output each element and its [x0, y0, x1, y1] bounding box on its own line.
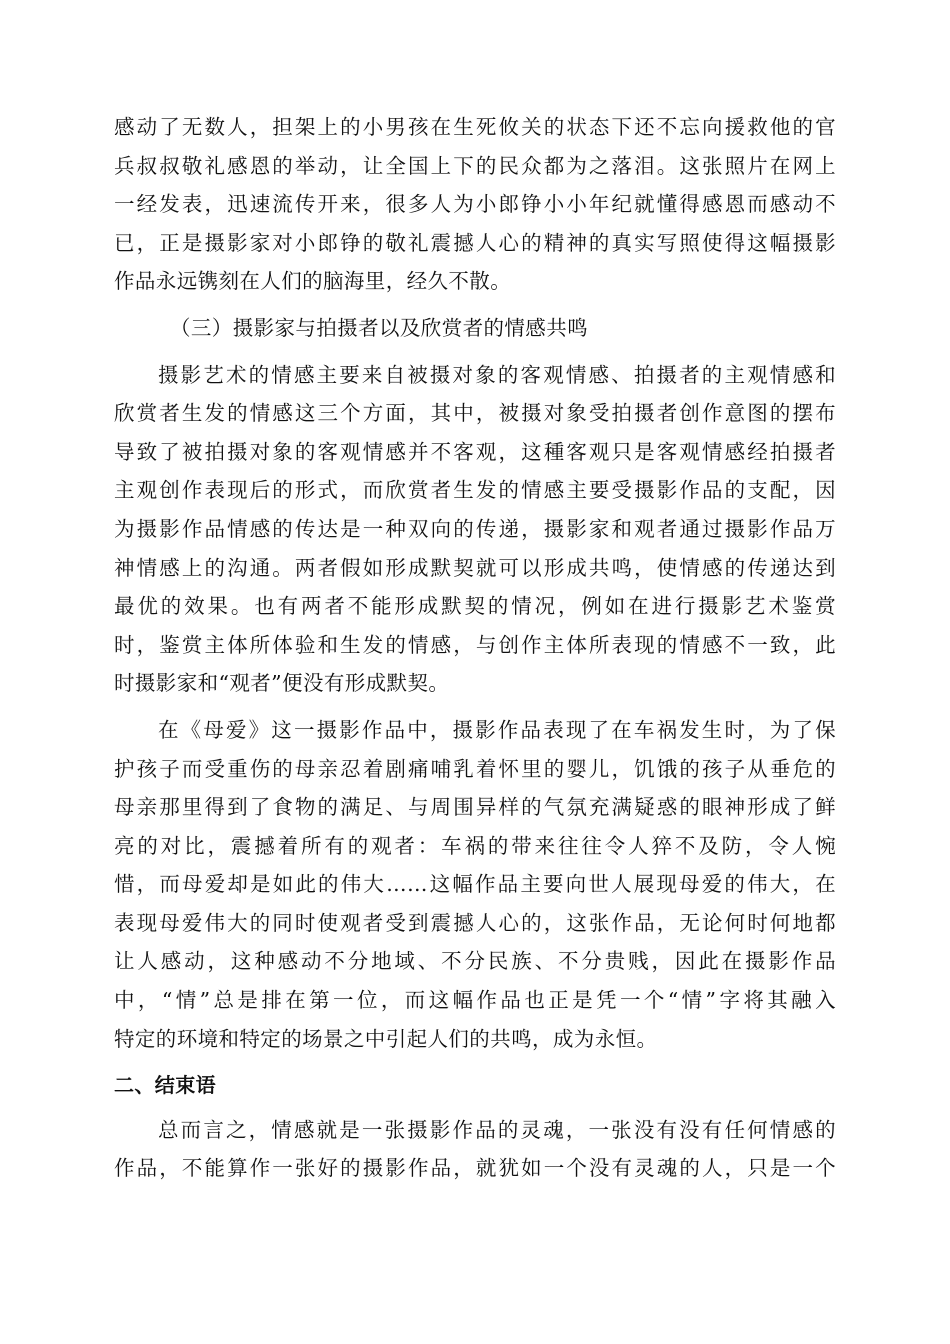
text-line: 在《母爱》这一摄影作品中，摄影作品表现了在车祸发生时，为了保: [158, 717, 836, 742]
text-line: 护孩子而受重伤的母亲忍着剧痛哺乳着怀里的婴儿，饥饿的孩子从垂危的: [114, 756, 836, 781]
text-line: 导致了被拍摄对象的客观情感并不客观，这種客观只是客观情感经拍摄者: [114, 439, 836, 464]
body-paragraph-1: [114, 108, 836, 301]
text-line: 时，鉴赏主体所体验和生发的情感，与创作主体所表现的情感不一致，此: [114, 632, 836, 657]
body-paragraph-3: [114, 711, 836, 1058]
body-paragraph-2: [114, 356, 836, 703]
text-line: 母亲那里得到了食物的满足、与周围异样的气氛充满疑惑的眼神形成了鲜: [114, 795, 836, 820]
text-line: 一经发表，迅速流传开来，很多人为小郎铮小小年纪就懂得感恩而感动不: [114, 192, 836, 217]
text-line: 惜，而母爱却是如此的伟大……这幅作品主要向世人展现母爱的伟大，在: [114, 872, 836, 897]
text-line: 总而言之，情感就是一张摄影作品的灵魂，一张没有没有任何情感的: [158, 1117, 836, 1142]
text-line: 已，正是摄影家对小郎铮的敬礼震撼人心的精神的真实写照使得这幅摄影: [114, 230, 836, 255]
subsection-heading-text: （三）摄影家与拍摄者以及欣赏者的情感共鸣: [170, 315, 588, 340]
text-line: 亮的对比，震撼着所有的观者：车祸的带来往往令人猝不及防，令人惋: [114, 833, 836, 858]
text-line: 作品永远镌刻在人们的脑海里，经久不散。: [114, 269, 512, 294]
text-line: 摄影艺术的情感主要来自被摄对象的客观情感、拍摄者的主观情感和: [158, 362, 836, 387]
text-line: 神情感上的沟通。两者假如形成默契就可以形成共鸣，使情感的传递达到: [114, 555, 836, 580]
document-page: [114, 108, 836, 1196]
text-line: 时摄影家和“观者”便没有形成默契。: [114, 671, 450, 696]
text-line: 兵叔叔敬礼感恩的举动，让全国上下的民众都为之落泪。这张照片在网上: [114, 153, 836, 178]
text-line: 特定的环境和特定的场景之中引起人们的共鸣，成为永恒。: [114, 1026, 658, 1051]
text-line: 最优的效果。也有两者不能形成默契的情况，例如在进行摄影艺术鉴赏: [114, 594, 836, 619]
body-paragraph-4: [114, 1111, 836, 1188]
text-line: 欣赏者生发的情感这三个方面，其中，被摄对象受拍摄者创作意图的摆布: [114, 401, 836, 426]
text-line: 表现母爱伟大的同时使观者受到震撼人心的，这张作品，无论何时何地都: [114, 910, 836, 935]
subsection-heading: [114, 309, 836, 348]
text-line: 中，“情”总是排在第一位，而这幅作品也正是凭一个“情”字将其融入: [114, 988, 836, 1013]
section-heading: [114, 1066, 836, 1105]
text-line: 作品，不能算作一张好的摄影作品，就犹如一个没有灵魂的人，只是一个: [114, 1156, 836, 1181]
text-line: 感动了无数人，担架上的小男孩在生死攸关的状态下还不忘向援救他的官: [114, 115, 836, 139]
text-line: 让人感动，这种感动不分地域、不分民族、不分贵贱，因此在摄影作品: [114, 949, 836, 974]
section-heading-text: 二、结束语: [114, 1073, 216, 1098]
text-line: 为摄影作品情感的传达是一种双向的传递，摄影家和观者通过摄影作品万: [114, 516, 836, 541]
text-line: 主观创作表现后的形式，而欣赏者生发的情感主要受摄影作品的支配，因: [114, 478, 836, 503]
